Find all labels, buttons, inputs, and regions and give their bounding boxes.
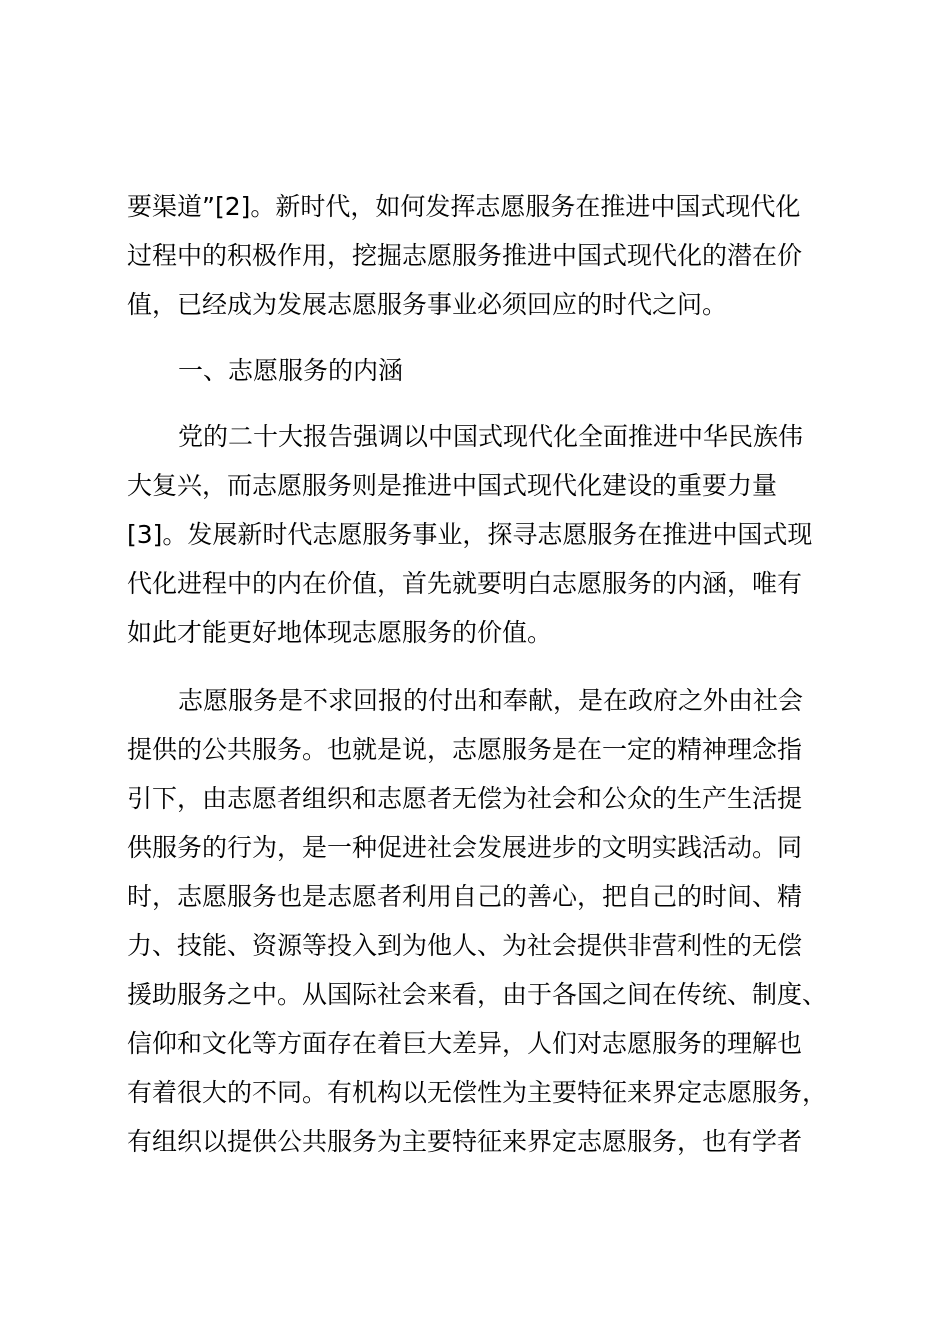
text-line: 信仰和文化等方面存在着巨大差异，人们对志愿服务的理解也: [127, 1029, 803, 1058]
text-line: 大复兴，而志愿服务则是推进中国式现代化建设的重要力量: [127, 471, 778, 500]
text-line: 党的二十大报告强调以中国式现代化全面推进中华民族伟: [178, 422, 804, 451]
text-line: 代化进程中的内在价值，首先就要明白志愿服务的内涵，唯有: [127, 569, 803, 598]
text-line: 如此才能更好地体现志愿服务的价值。: [127, 618, 553, 647]
text-line: 过程中的积极作用，挖掘志愿服务推进中国式现代化的潜在价: [127, 241, 803, 270]
text-line: 要渠道”[2]。新时代，如何发挥志愿服务在推进中国式现代化: [127, 192, 801, 221]
text-line: 力、技能、资源等投入到为他人、为社会提供非营利性的无偿: [127, 931, 803, 960]
text-line: 时，志愿服务也是志愿者利用自己的善心，把自己的时间、精: [127, 882, 803, 911]
text-line: 提供的公共服务。也就是说，志愿服务是在一定的精神理念指: [127, 735, 803, 764]
section-heading: 一、志愿服务的内涵: [178, 356, 404, 385]
text-line: 供服务的行为，是一种促进社会发展进步的文明实践活动。同: [127, 833, 803, 862]
text-line: 有着很大的不同。有机构以无偿性为主要特征来界定志愿服务，: [127, 1078, 828, 1107]
text-line: 援助服务之中。从国际社会来看，由于各国之间在传统、制度、: [127, 980, 828, 1009]
text-line: 值，已经成为发展志愿服务事业必须回应的时代之问。: [127, 290, 728, 319]
text-line: [3]。发展新时代志愿服务事业，探寻志愿服务在推进中国式现: [127, 520, 813, 549]
text-line: 有组织以提供公共服务为主要特征来界定志愿服务，也有学者: [127, 1127, 803, 1156]
text-line: 志愿服务是不求回报的付出和奉献，是在政府之外由社会: [178, 686, 804, 715]
text-line: 引下，由志愿者组织和志愿者无偿为社会和公众的生产生活提: [127, 784, 803, 813]
